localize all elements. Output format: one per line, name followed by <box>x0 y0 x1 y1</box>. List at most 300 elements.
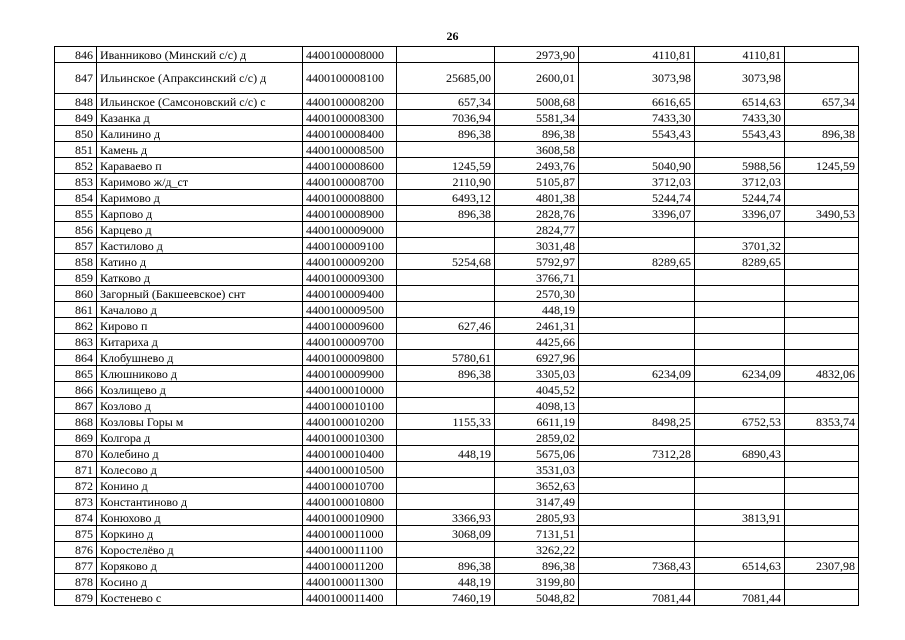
value-1-cell: 5254,68 <box>397 254 495 270</box>
value-5-cell <box>785 462 859 478</box>
value-3-cell <box>579 462 695 478</box>
settlement-name-cell: Казанка д <box>97 110 303 126</box>
settlement-name-cell: Иванниково (Минский с/с) д <box>97 47 303 63</box>
value-1-cell <box>397 478 495 494</box>
value-5-cell <box>785 478 859 494</box>
settlement-name-cell: Кирово п <box>97 318 303 334</box>
value-2-cell: 3531,03 <box>495 462 579 478</box>
settlement-name-cell: Конюхово д <box>97 510 303 526</box>
value-5-cell: 896,38 <box>785 126 859 142</box>
settlement-name-cell: Косино д <box>97 574 303 590</box>
value-3-cell <box>579 382 695 398</box>
table-row <box>55 462 859 478</box>
value-1-cell <box>397 334 495 350</box>
value-2-cell: 2600,01 <box>495 63 579 94</box>
code-cell: 4400100010900 <box>303 510 397 526</box>
code-cell: 4400100011000 <box>303 526 397 542</box>
value-5-cell <box>785 526 859 542</box>
settlement-name-cell: Караваево п <box>97 158 303 174</box>
value-4-cell: 6514,63 <box>695 558 785 574</box>
settlement-name-cell: Катково д <box>97 270 303 286</box>
value-5-cell <box>785 286 859 302</box>
code-cell: 4400100010400 <box>303 446 397 462</box>
value-1-cell <box>397 47 495 63</box>
value-3-cell: 7081,44 <box>579 590 695 606</box>
value-2-cell: 2493,76 <box>495 158 579 174</box>
row-number-cell: 876 <box>55 542 97 558</box>
code-cell: 4400100008400 <box>303 126 397 142</box>
table-row <box>55 222 859 238</box>
settlement-name-cell: Козловы Горы м <box>97 414 303 430</box>
value-5-cell: 657,34 <box>785 94 859 110</box>
settlement-name-cell: Коряково д <box>97 558 303 574</box>
value-1-cell <box>397 302 495 318</box>
row-number-cell: 879 <box>55 590 97 606</box>
value-1-cell: 2110,90 <box>397 174 495 190</box>
value-2-cell: 448,19 <box>495 302 579 318</box>
table-row <box>55 270 859 286</box>
value-2-cell: 3305,03 <box>495 366 579 382</box>
value-2-cell: 5008,68 <box>495 94 579 110</box>
table-row <box>55 302 859 318</box>
code-cell: 4400100010800 <box>303 494 397 510</box>
value-3-cell <box>579 526 695 542</box>
value-4-cell <box>695 350 785 366</box>
table-row <box>55 350 859 366</box>
code-cell: 4400100010500 <box>303 462 397 478</box>
value-3-cell <box>579 494 695 510</box>
settlement-name-cell: Коростелёво д <box>97 542 303 558</box>
value-4-cell: 4110,81 <box>695 47 785 63</box>
settlement-name-cell: Качалово д <box>97 302 303 318</box>
value-5-cell <box>785 318 859 334</box>
code-cell: 4400100008900 <box>303 206 397 222</box>
value-1-cell <box>397 494 495 510</box>
value-5-cell <box>785 47 859 63</box>
value-4-cell <box>695 494 785 510</box>
code-cell: 4400100010000 <box>303 382 397 398</box>
value-5-cell: 2307,98 <box>785 558 859 574</box>
value-2-cell: 4801,38 <box>495 190 579 206</box>
settlement-name-cell: Конино д <box>97 478 303 494</box>
value-3-cell <box>579 334 695 350</box>
code-cell: 4400100011100 <box>303 542 397 558</box>
settlement-name-cell: Клобушнево д <box>97 350 303 366</box>
row-number-cell: 848 <box>55 94 97 110</box>
code-cell: 4400100009100 <box>303 238 397 254</box>
table-row <box>55 510 859 526</box>
table-row <box>55 366 859 382</box>
value-2-cell: 5048,82 <box>495 590 579 606</box>
table-row <box>55 382 859 398</box>
code-cell: 4400100008200 <box>303 94 397 110</box>
value-4-cell <box>695 398 785 414</box>
value-4-cell: 3396,07 <box>695 206 785 222</box>
value-5-cell: 1245,59 <box>785 158 859 174</box>
value-4-cell <box>695 430 785 446</box>
value-3-cell: 7312,28 <box>579 446 695 462</box>
row-number-cell: 867 <box>55 398 97 414</box>
row-number-cell: 873 <box>55 494 97 510</box>
settlement-name-cell: Клюшниково д <box>97 366 303 382</box>
value-1-cell: 7460,19 <box>397 590 495 606</box>
code-cell: 4400100010200 <box>303 414 397 430</box>
value-1-cell <box>397 462 495 478</box>
value-5-cell: 3490,53 <box>785 206 859 222</box>
code-cell: 4400100011300 <box>303 574 397 590</box>
value-2-cell: 2828,76 <box>495 206 579 222</box>
table-body <box>55 47 859 606</box>
value-2-cell: 6611,19 <box>495 414 579 430</box>
value-4-cell: 8289,65 <box>695 254 785 270</box>
row-number-cell: 856 <box>55 222 97 238</box>
value-3-cell <box>579 350 695 366</box>
value-2-cell: 2973,90 <box>495 47 579 63</box>
value-1-cell <box>397 542 495 558</box>
value-1-cell: 6493,12 <box>397 190 495 206</box>
code-cell: 4400100008600 <box>303 158 397 174</box>
value-3-cell: 7368,43 <box>579 558 695 574</box>
value-4-cell: 5988,56 <box>695 158 785 174</box>
value-5-cell <box>785 270 859 286</box>
settlement-name-cell: Козлищево д <box>97 382 303 398</box>
value-1-cell: 3366,93 <box>397 510 495 526</box>
value-3-cell <box>579 398 695 414</box>
value-2-cell: 2805,93 <box>495 510 579 526</box>
row-number-cell: 868 <box>55 414 97 430</box>
value-1-cell: 5780,61 <box>397 350 495 366</box>
value-4-cell <box>695 222 785 238</box>
value-3-cell: 5040,90 <box>579 158 695 174</box>
code-cell: 4400100009700 <box>303 334 397 350</box>
table-row <box>55 286 859 302</box>
settlement-name-cell: Каримово д <box>97 190 303 206</box>
value-2-cell: 6927,96 <box>495 350 579 366</box>
table-row <box>55 414 859 430</box>
code-cell: 4400100009000 <box>303 222 397 238</box>
row-number-cell: 857 <box>55 238 97 254</box>
table-row <box>55 254 859 270</box>
value-5-cell <box>785 110 859 126</box>
value-5-cell <box>785 190 859 206</box>
table-row <box>55 430 859 446</box>
value-5-cell <box>785 222 859 238</box>
settlement-name-cell: Колгора д <box>97 430 303 446</box>
row-number-cell: 854 <box>55 190 97 206</box>
value-2-cell: 7131,51 <box>495 526 579 542</box>
value-5-cell <box>785 382 859 398</box>
settlement-name-cell: Каримово ж/д_ст <box>97 174 303 190</box>
settlement-name-cell: Карпово д <box>97 206 303 222</box>
code-cell: 4400100008700 <box>303 174 397 190</box>
table-row <box>55 94 859 110</box>
table-row <box>55 494 859 510</box>
row-number-cell: 872 <box>55 478 97 494</box>
row-number-cell: 859 <box>55 270 97 286</box>
code-cell: 4400100011200 <box>303 558 397 574</box>
value-5-cell <box>785 63 859 94</box>
row-number-cell: 852 <box>55 158 97 174</box>
settlement-name-cell: Кастилово д <box>97 238 303 254</box>
value-1-cell: 627,46 <box>397 318 495 334</box>
value-1-cell: 896,38 <box>397 206 495 222</box>
value-2-cell: 2859,02 <box>495 430 579 446</box>
row-number-cell: 875 <box>55 526 97 542</box>
code-cell: 4400100010300 <box>303 430 397 446</box>
row-number-cell: 871 <box>55 462 97 478</box>
value-4-cell: 3813,91 <box>695 510 785 526</box>
value-4-cell: 5543,43 <box>695 126 785 142</box>
value-2-cell: 4098,13 <box>495 398 579 414</box>
value-3-cell: 3396,07 <box>579 206 695 222</box>
table-row <box>55 63 859 94</box>
settlement-name-cell: Камень д <box>97 142 303 158</box>
value-2-cell: 3199,80 <box>495 574 579 590</box>
table-row <box>55 558 859 574</box>
value-1-cell <box>397 382 495 398</box>
value-1-cell <box>397 142 495 158</box>
row-number-cell: 846 <box>55 47 97 63</box>
settlement-name-cell: Колебино д <box>97 446 303 462</box>
row-number-cell: 853 <box>55 174 97 190</box>
value-2-cell: 3147,49 <box>495 494 579 510</box>
table-row <box>55 174 859 190</box>
code-cell: 4400100009900 <box>303 366 397 382</box>
value-5-cell <box>785 174 859 190</box>
row-number-cell: 870 <box>55 446 97 462</box>
row-number-cell: 860 <box>55 286 97 302</box>
table-row <box>55 47 859 63</box>
settlement-name-cell: Карцево д <box>97 222 303 238</box>
table-row <box>55 542 859 558</box>
page-number: 26 <box>446 29 459 43</box>
value-4-cell <box>695 382 785 398</box>
settlement-name-cell: Загорный (Бакшеевское) снт <box>97 286 303 302</box>
value-2-cell: 896,38 <box>495 558 579 574</box>
value-3-cell <box>579 510 695 526</box>
row-number-cell: 878 <box>55 574 97 590</box>
value-1-cell: 25685,00 <box>397 63 495 94</box>
value-5-cell <box>785 254 859 270</box>
row-number-cell: 866 <box>55 382 97 398</box>
value-4-cell <box>695 526 785 542</box>
value-3-cell <box>579 574 695 590</box>
row-number-cell: 849 <box>55 110 97 126</box>
value-5-cell <box>785 510 859 526</box>
value-5-cell <box>785 398 859 414</box>
row-number-cell: 855 <box>55 206 97 222</box>
value-4-cell <box>695 142 785 158</box>
row-number-cell: 874 <box>55 510 97 526</box>
row-number-cell: 858 <box>55 254 97 270</box>
value-3-cell: 7433,30 <box>579 110 695 126</box>
table-row <box>55 190 859 206</box>
value-3-cell: 4110,81 <box>579 47 695 63</box>
settlement-values-table <box>54 46 859 606</box>
value-5-cell <box>785 574 859 590</box>
code-cell: 4400100009600 <box>303 318 397 334</box>
value-1-cell: 896,38 <box>397 558 495 574</box>
value-2-cell: 3608,58 <box>495 142 579 158</box>
settlement-name-cell: Катино д <box>97 254 303 270</box>
table-row <box>55 526 859 542</box>
value-5-cell: 8353,74 <box>785 414 859 430</box>
value-2-cell: 3262,22 <box>495 542 579 558</box>
value-4-cell <box>695 334 785 350</box>
code-cell: 4400100008500 <box>303 142 397 158</box>
settlement-name-cell: Калинино д <box>97 126 303 142</box>
table-row <box>55 158 859 174</box>
value-5-cell <box>785 142 859 158</box>
value-1-cell: 896,38 <box>397 366 495 382</box>
value-2-cell: 3031,48 <box>495 238 579 254</box>
code-cell: 4400100008800 <box>303 190 397 206</box>
value-3-cell: 6234,09 <box>579 366 695 382</box>
code-cell: 4400100009500 <box>303 302 397 318</box>
value-3-cell: 5543,43 <box>579 126 695 142</box>
row-number-cell: 861 <box>55 302 97 318</box>
value-3-cell <box>579 302 695 318</box>
row-number-cell: 862 <box>55 318 97 334</box>
table-row <box>55 574 859 590</box>
code-cell: 4400100008300 <box>303 110 397 126</box>
value-2-cell: 5792,97 <box>495 254 579 270</box>
value-4-cell: 3073,98 <box>695 63 785 94</box>
table-row <box>55 142 859 158</box>
table-row <box>55 238 859 254</box>
value-5-cell <box>785 430 859 446</box>
value-3-cell <box>579 478 695 494</box>
value-2-cell: 2461,31 <box>495 318 579 334</box>
code-cell: 4400100010100 <box>303 398 397 414</box>
value-1-cell <box>397 238 495 254</box>
table-row <box>55 110 859 126</box>
value-4-cell <box>695 462 785 478</box>
value-4-cell: 3712,03 <box>695 174 785 190</box>
value-4-cell <box>695 318 785 334</box>
value-5-cell <box>785 334 859 350</box>
value-5-cell <box>785 446 859 462</box>
value-4-cell <box>695 574 785 590</box>
value-4-cell <box>695 270 785 286</box>
value-3-cell <box>579 430 695 446</box>
value-1-cell <box>397 398 495 414</box>
code-cell: 4400100009800 <box>303 350 397 366</box>
value-2-cell: 4045,52 <box>495 382 579 398</box>
value-3-cell: 8498,25 <box>579 414 695 430</box>
value-4-cell <box>695 286 785 302</box>
value-2-cell: 3766,71 <box>495 270 579 286</box>
value-3-cell <box>579 270 695 286</box>
settlement-name-cell: Китариха д <box>97 334 303 350</box>
value-2-cell: 5675,06 <box>495 446 579 462</box>
row-number-cell: 851 <box>55 142 97 158</box>
settlement-name-cell: Константиново д <box>97 494 303 510</box>
settlement-name-cell: Козлово д <box>97 398 303 414</box>
settlement-name-cell: Ильинское (Самсоновский с/с) с <box>97 94 303 110</box>
row-number-cell: 869 <box>55 430 97 446</box>
value-1-cell: 7036,94 <box>397 110 495 126</box>
code-cell: 4400100010700 <box>303 478 397 494</box>
value-4-cell: 7433,30 <box>695 110 785 126</box>
value-3-cell <box>579 318 695 334</box>
row-number-cell: 847 <box>55 63 97 94</box>
table-row <box>55 590 859 606</box>
value-5-cell <box>785 302 859 318</box>
value-2-cell: 2824,77 <box>495 222 579 238</box>
value-5-cell <box>785 350 859 366</box>
value-3-cell <box>579 286 695 302</box>
value-1-cell: 448,19 <box>397 446 495 462</box>
table-row <box>55 126 859 142</box>
code-cell: 4400100008100 <box>303 63 397 94</box>
value-2-cell: 5581,34 <box>495 110 579 126</box>
code-cell: 4400100009200 <box>303 254 397 270</box>
value-1-cell: 657,34 <box>397 94 495 110</box>
value-3-cell: 3712,03 <box>579 174 695 190</box>
value-3-cell: 5244,74 <box>579 190 695 206</box>
value-5-cell <box>785 590 859 606</box>
code-cell: 4400100011400 <box>303 590 397 606</box>
value-1-cell: 1245,59 <box>397 158 495 174</box>
row-number-cell: 864 <box>55 350 97 366</box>
code-cell: 4400100009400 <box>303 286 397 302</box>
value-4-cell <box>695 302 785 318</box>
value-4-cell: 6890,43 <box>695 446 785 462</box>
value-3-cell: 6616,65 <box>579 94 695 110</box>
value-4-cell: 6514,63 <box>695 94 785 110</box>
value-2-cell: 5105,87 <box>495 174 579 190</box>
code-cell: 4400100009300 <box>303 270 397 286</box>
value-1-cell <box>397 286 495 302</box>
value-3-cell <box>579 222 695 238</box>
value-4-cell: 5244,74 <box>695 190 785 206</box>
value-1-cell: 3068,09 <box>397 526 495 542</box>
code-cell: 4400100008000 <box>303 47 397 63</box>
value-1-cell: 1155,33 <box>397 414 495 430</box>
value-5-cell: 4832,06 <box>785 366 859 382</box>
value-1-cell: 448,19 <box>397 574 495 590</box>
value-4-cell <box>695 542 785 558</box>
table-row <box>55 318 859 334</box>
table-row <box>55 398 859 414</box>
table-row <box>55 206 859 222</box>
table-row <box>55 334 859 350</box>
value-3-cell: 3073,98 <box>579 63 695 94</box>
value-4-cell: 3701,32 <box>695 238 785 254</box>
row-number-cell: 865 <box>55 366 97 382</box>
value-1-cell: 896,38 <box>397 126 495 142</box>
settlement-name-cell: Ильинское (Апраксинский с/с) д <box>97 63 303 94</box>
table-row <box>55 478 859 494</box>
value-3-cell <box>579 142 695 158</box>
settlement-name-cell: Костенево с <box>97 590 303 606</box>
value-1-cell <box>397 430 495 446</box>
settlement-name-cell: Колесово д <box>97 462 303 478</box>
value-1-cell <box>397 222 495 238</box>
row-number-cell: 863 <box>55 334 97 350</box>
value-5-cell <box>785 494 859 510</box>
row-number-cell: 877 <box>55 558 97 574</box>
value-2-cell: 896,38 <box>495 126 579 142</box>
row-number-cell: 850 <box>55 126 97 142</box>
value-3-cell <box>579 238 695 254</box>
value-4-cell: 7081,44 <box>695 590 785 606</box>
value-5-cell <box>785 542 859 558</box>
value-2-cell: 2570,30 <box>495 286 579 302</box>
value-4-cell <box>695 478 785 494</box>
value-1-cell <box>397 270 495 286</box>
